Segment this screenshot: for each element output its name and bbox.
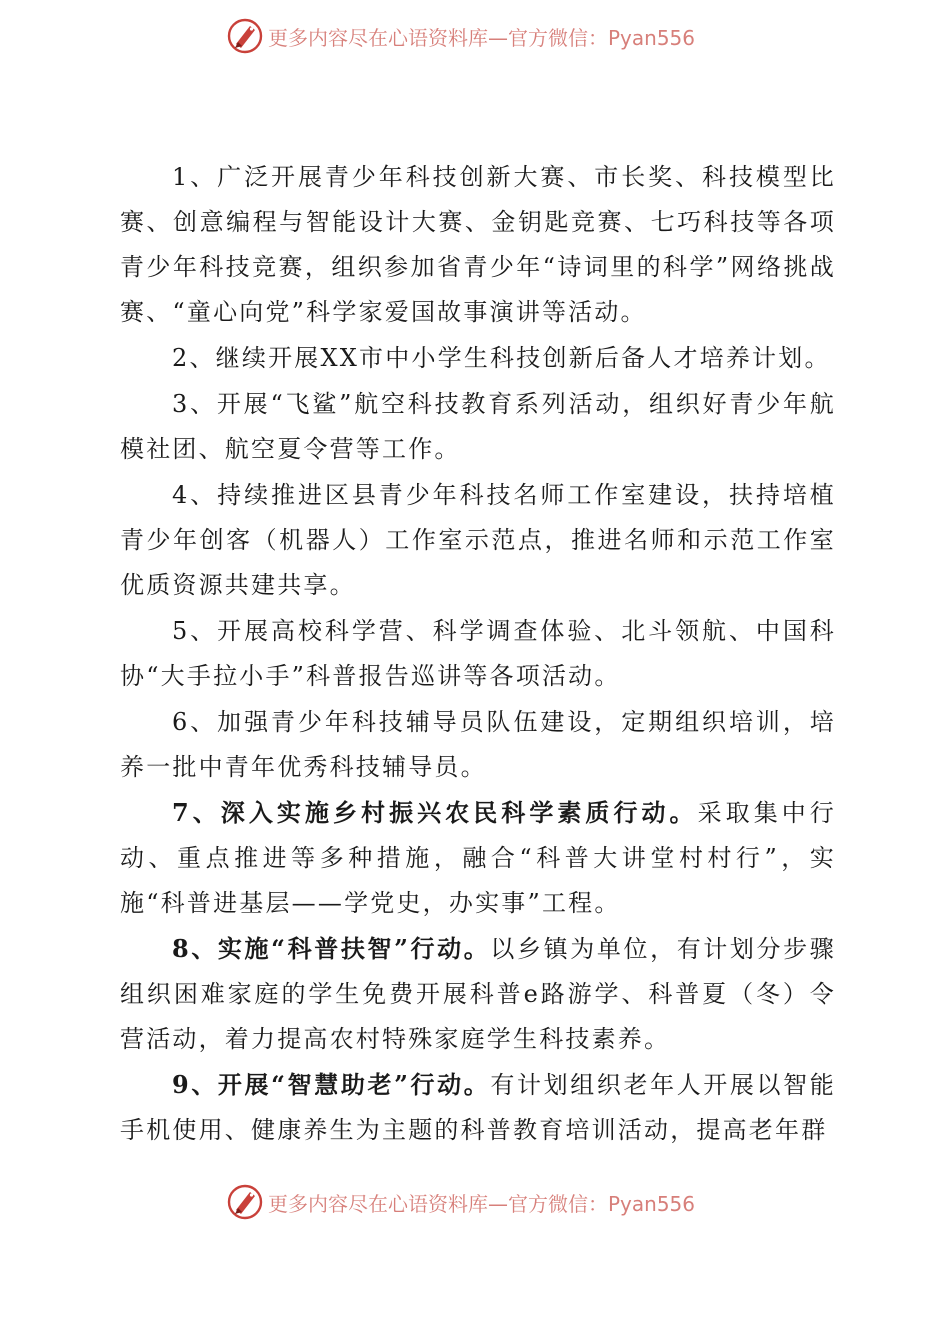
pen-nib-seal-icon — [226, 17, 264, 55]
paragraph-1 — [120, 154, 836, 335]
paragraph-text: 5、开展高校科学营、科学调查体验、北斗领航、中国科协“大手拉小手”科普报告巡讲等各项活动。 — [120, 617, 836, 690]
paragraph-3 — [120, 381, 836, 472]
paragraph-6 — [120, 699, 836, 790]
paragraph-text: 以乡镇为单位，有计划分步骤组织困难家庭的学生免费开展科普e路游学、科普夏（冬）令营活动，着力提高农村特殊家庭学生科技素养。 — [120, 935, 836, 1053]
paragraph-lead: 8、实施“科普扶智”行动。 — [172, 934, 491, 963]
paragraph-5 — [120, 608, 836, 699]
paragraph-4 — [120, 472, 836, 608]
paragraph-text: 4、持续推进区县青少年科技名师工作室建设，扶持培植青少年创客（机器人）工作室示范点，推进名师和示范工作室优质资源共建共享。 — [120, 481, 836, 599]
banner-text: 更多内容尽在心语资料库—官方微信：Pyan556 — [268, 25, 696, 50]
document-body — [120, 154, 836, 1153]
footer-banner — [226, 1182, 695, 1222]
paragraph-text: 3、开展“飞鲨”航空科技教育系列活动，组织好青少年航模社团、航空夏令营等工作。 — [120, 390, 836, 463]
footer-banner-text: 更多内容尽在心语资料库—官方微信：Pyan556 — [268, 1191, 696, 1216]
pen-nib-seal-icon — [226, 1183, 264, 1221]
paragraph-text: 有计划组织老年人开展以智能手机使用、健康养生为主题的科普教育培训活动，提高老年群 — [120, 1071, 836, 1144]
paragraph-text: 6、加强青少年科技辅导员队伍建设，定期组织培训，培养一批中青年优秀科技辅导员。 — [120, 708, 836, 781]
paragraph-lead: 7、深入实施乡村振兴农民科学素质行动。 — [172, 798, 698, 827]
paragraph-2 — [120, 335, 836, 381]
paragraph-text: 1、广泛开展青少年科技创新大赛、市长奖、科技模型比赛、创意编程与智能设计大赛、金钥匙竞赛、七巧科技等各项青少年科技竞赛，组织参加省青少年“诗词里的科学”网络挑战赛、“童心向党”科学家爱国故事演讲等活动。 — [120, 163, 836, 326]
paragraph-lead: 9、开展“智慧助老”行动。 — [172, 1070, 491, 1099]
paragraph-9 — [120, 1062, 836, 1153]
paragraph-8 — [120, 926, 836, 1062]
paragraph-7 — [120, 790, 836, 926]
paragraph-text: 采取集中行动、重点推进等多种措施，融合“科普大讲堂村村行”，实施“科普进基层——学党史，办实事”工程。 — [120, 799, 837, 917]
header-banner — [226, 16, 695, 56]
paragraph-text: 2、继续开展XX市中小学生科技创新后备人才培养计划。 — [172, 344, 831, 372]
